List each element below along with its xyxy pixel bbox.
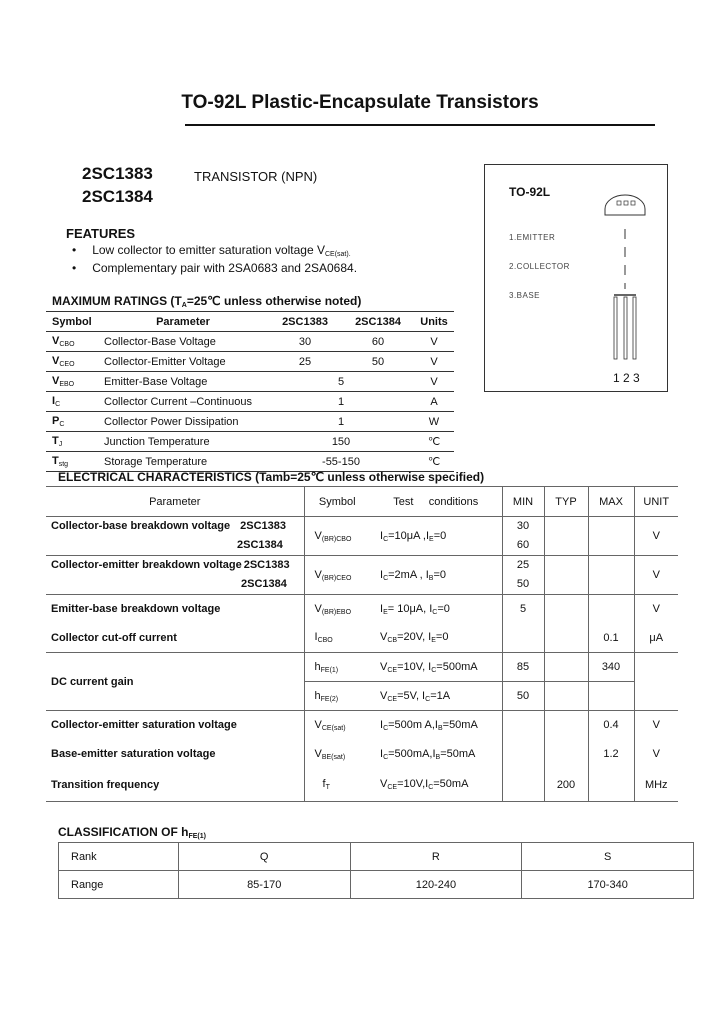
header-parameter: Parameter <box>98 312 268 332</box>
table-row: $V_{CBO}$ Collector-Base Voltage 30 60 V <box>46 332 454 352</box>
range-q: 85-170 <box>178 871 350 899</box>
range-label: Range <box>59 871 179 899</box>
transistor-type: TRANSISTOR (NPN) <box>194 169 318 184</box>
classification-table <box>58 842 694 899</box>
table-row: $T_{stg}$ Storage Temperature -55-150 ℃ <box>46 452 454 472</box>
part-number-1: 2SC1383 <box>82 164 153 183</box>
range-s: 170-340 <box>522 871 694 899</box>
header-min: MIN <box>502 487 544 517</box>
table-row: Base-emitter saturation voltage $V_{BE(sat)}$ $I_C=500mA,I_B=50mA$ 1.2 V <box>46 740 678 769</box>
header-symbol: Symbol <box>304 487 370 517</box>
rank-r: R <box>350 843 522 871</box>
max-ratings-table <box>46 311 454 472</box>
table-row: $h_{FE(2)}$ $V_{CE}=5V$, $I_C=1A$ 50 <box>46 682 678 711</box>
table-row: Collector cut-off current $I_{CBO}$ $V_{CB}=20V$, $I_E=0$ 0.1 μA <box>46 624 678 653</box>
table-row: $V_{CEO}$ Collector-Emitter Voltage 25 50 V <box>46 352 454 372</box>
page-title: TO-92L Plastic-Encapsulate Transistors <box>181 92 539 113</box>
max-ratings-header <box>46 312 454 332</box>
pin-numbers: 1 2 3 <box>613 371 640 385</box>
range-r: 120-240 <box>350 871 522 899</box>
rank-label: Rank <box>59 843 179 871</box>
header-2sc1383: 2SC1383 <box>268 312 342 332</box>
pin-label-2: 2.COLLECTOR <box>509 262 570 271</box>
electrical-header <box>46 487 678 517</box>
table-row: Collector-emitter saturation voltage $V_{CE(sat)}$ $I_C=500m$ $A,I_B=50mA$ 0.4 V <box>46 711 678 740</box>
table-row: $P_C$ Collector Power Dissipation 1 W <box>46 412 454 432</box>
pin-label-1: 1.EMITTER <box>509 233 556 242</box>
table-row: Collector-base breakdown voltage 2SC1383 2SC1384 $V_{(BR)CBO}$ $I_C=10\mu A$ $,I_E=0$ 30 60 V <box>46 517 678 556</box>
title-divider <box>185 124 655 126</box>
table-row: DC current gain $h_{FE(1)}$ $V_{CE}=10V$, $I_C=500mA$ 85 340 <box>46 653 678 682</box>
header-max: MAX <box>588 487 634 517</box>
table-row: $V_{EBO}$ Emitter-Base Voltage 5 V <box>46 372 454 392</box>
max-ratings-title: MAXIMUM RATINGS ($T_A=25℃$ unless otherwise noted) <box>52 294 362 309</box>
rank-s: S <box>522 843 694 871</box>
header-typ: TYP <box>544 487 588 517</box>
header-parameter: Parameter <box>46 487 304 517</box>
table-row: $T_J$ Junction Temperature 150 ℃ <box>46 432 454 452</box>
classification-range-row <box>59 871 694 899</box>
electrical-table <box>46 486 678 802</box>
electrical-title: ELECTRICAL CHARACTERISTICS (Tamb=25℃ unless otherwise specified) <box>58 470 485 484</box>
header-units: Units <box>414 312 454 332</box>
feature-item-1: • Low collector to emitter saturation voltage $V_{CE(sat).}$ <box>72 243 351 258</box>
table-row: Collector-emitter breakdown voltage 2SC1383 2SC1384 $V_{(BR)CEO}$ $I_C=2mA$ , $I_B=0$ 25 50 V <box>46 556 678 595</box>
package-box <box>484 164 668 392</box>
rank-q: Q <box>178 843 350 871</box>
table-row: Emitter-base breakdown voltage $V_{(BR)EBO}$ $I_E= 10\mu A$, $I_C=0$ 5 V <box>46 595 678 624</box>
table-row: $I_C$ Collector Current –Continuous 1 A <box>46 392 454 412</box>
header-unit: UNIT <box>634 487 678 517</box>
classification-title: CLASSIFICATION OF $h_{FE(1)}$ <box>58 825 206 840</box>
header-symbol: Symbol <box>46 312 98 332</box>
table-row: Transition frequency $f_T$ $V_{CE}=10V,I_C=50mA$ 200 MHz <box>46 769 678 802</box>
pin-label-3: 3.BASE <box>509 291 541 300</box>
part-number-2: 2SC1384 <box>82 187 153 206</box>
package-name: TO-92L <box>509 185 551 199</box>
header-test-conditions: Test conditions <box>370 487 502 517</box>
header-2sc1384: 2SC1384 <box>342 312 414 332</box>
classification-rank-row <box>59 843 694 871</box>
features-heading: FEATURES <box>66 226 136 241</box>
package-drawing <box>595 189 655 364</box>
feature-item-2: • Complementary pair with 2SA0683 and 2SA0684. <box>72 261 358 275</box>
